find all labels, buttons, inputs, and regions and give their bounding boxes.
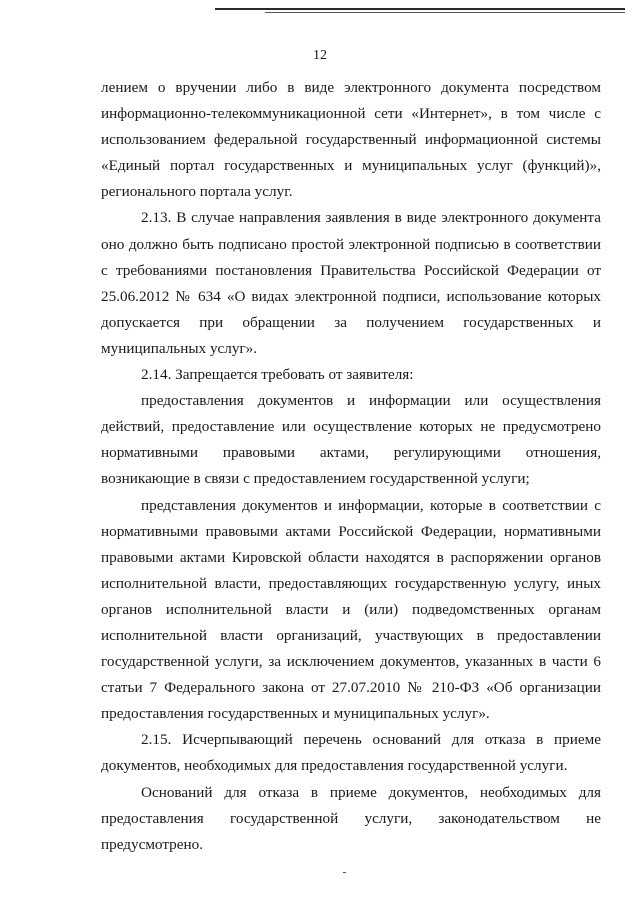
paragraph-2-14-item-1: предоставления документов и информации или осуществления действий, предоставление или осуществление которых не предусмотрено нормативными правовыми актами, регулирующими отношения, возникающие в связи с предоставлением государственной услуги;: [101, 392, 601, 488]
page-number: 12: [313, 48, 327, 63]
paragraph-continuation: лением о вручении либо в виде электронного документа посредством информационно-телекоммуникационной сети «Интернет», в том числе с использованием федеральной государственный информационной системы «Единый портал государственных и муниципальных услуг (функций)», регионального портала услуг.: [101, 79, 601, 201]
paragraph-2-15: 2.15. Исчерпывающий перечень оснований для отказа в приеме документов, необходимых для предоставления государственной услуги.: [101, 731, 601, 775]
paragraph-2-13: 2.13. В случае направления заявления в виде электронного документа оно должно быть подписано простой электронной подписью в соответствии с требованиями постановления Правительства Российской Федерации от 25.06.2012 № 634 «О видах электронной подписи, использование которых допускается при обращении за получением государственных и муниципальных услуг».: [101, 209, 601, 357]
footer-mark: [343, 872, 346, 873]
paragraph-2-15-note: Оснований для отказа в приеме документов, необходимых для предоставления государственной услуги, законодательством не предусмотрено.: [101, 783, 601, 853]
document-body: [101, 75, 601, 858]
header-rule: [215, 8, 625, 10]
paragraph-2-14-item-2: представления документов и информации, которые в соответствии с нормативными правовыми актами Российской Федерации, нормативными правовыми актами Кировской области находятся в распоряжении органов исполнительной власти, предоставляющих государственную услугу, иных органов исполнительной власти и (или) подведомственных органам исполнительной власти организаций, участвующих в предоставлении государственной услуги, за исключением документов, указанных в части 6 статьи 7 Федерального закона от 27.07.2010 № 210-ФЗ «Об организации предоставления государственных и муниципальных услуг».: [101, 496, 601, 723]
paragraph-2-14: 2.14. Запрещается требовать от заявителя:: [141, 366, 414, 384]
header-rule-secondary: [265, 12, 625, 13]
